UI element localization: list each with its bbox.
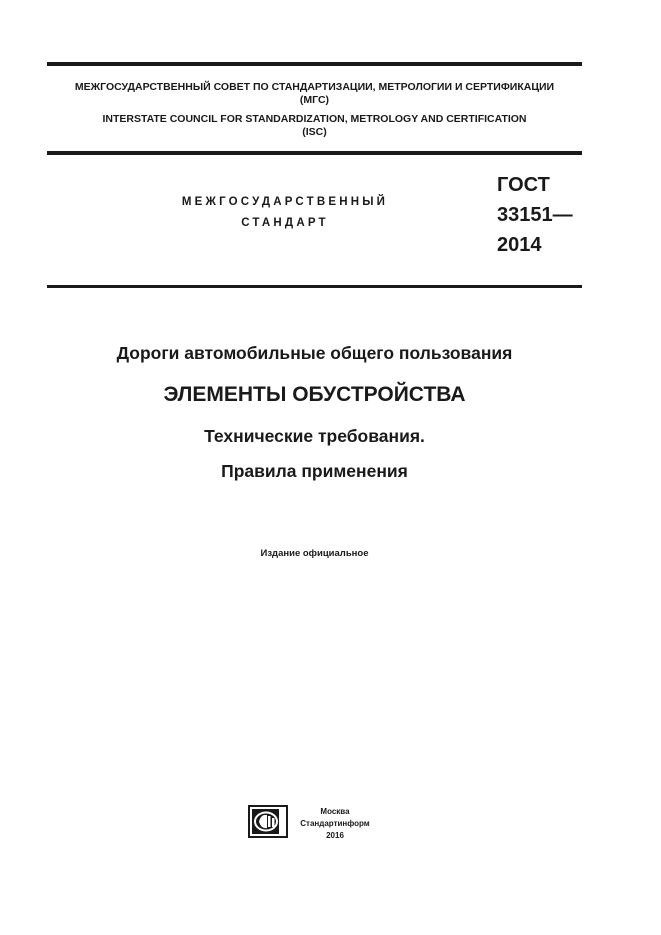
gost-designation: [497, 170, 573, 260]
header-divider: [47, 151, 582, 155]
gost-label: ГОСТ: [497, 174, 550, 196]
council-ru-line2: (МГС): [299, 94, 330, 106]
title-divider: [47, 285, 582, 288]
council-en-line1: INTERSTATE COUNCIL FOR STANDARDIZATION, METROLOGY AND CERTIFICATION: [102, 113, 527, 125]
gost-number: 33151—: [497, 204, 573, 226]
publisher-name: Стандартинформ: [300, 819, 370, 828]
title-line2: ЭЛЕМЕНТЫ ОБУСТРОЙСТВА: [163, 383, 466, 406]
gost-year: 2014: [497, 234, 542, 256]
standard-type: [120, 192, 450, 234]
publisher-year: 2016: [326, 831, 344, 840]
council-name-en: [47, 113, 582, 139]
council-name-ru: [47, 81, 582, 107]
publisher-block: [290, 806, 380, 842]
standard-type-line2: СТАНДАРТ: [241, 217, 329, 229]
council-en-line2: (ISC): [302, 126, 327, 138]
standartinform-logo-icon: [248, 805, 288, 838]
top-divider: [47, 62, 582, 66]
title-line4: Правила применения: [221, 461, 408, 481]
publisher-city: Москва: [320, 807, 350, 816]
council-ru-line1: МЕЖГОСУДАРСТВЕННЫЙ СОВЕТ ПО СТАНДАРТИЗАЦИИ, МЕТРОЛОГИИ И СЕРТИФИКАЦИИ: [74, 81, 555, 93]
standard-type-line1: МЕЖГОСУДАРСТВЕННЫЙ: [181, 196, 389, 208]
title-line1: Дороги автомобильные общего пользования: [116, 343, 513, 363]
edition-label: Издание официальное: [260, 548, 369, 559]
title-line3: Технические требования.: [204, 426, 425, 446]
